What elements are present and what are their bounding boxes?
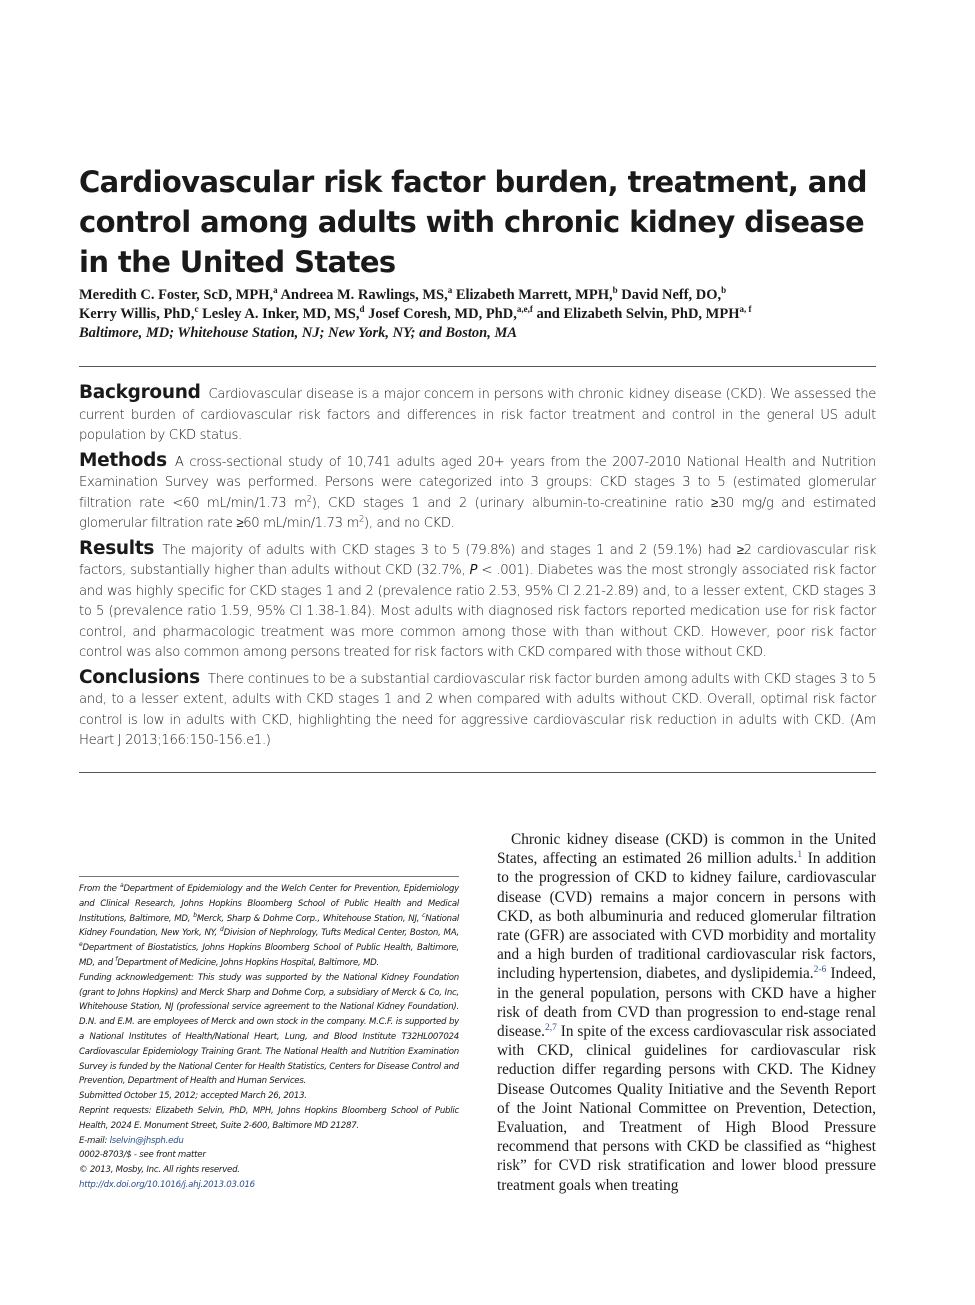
body-column [497, 830, 876, 1195]
citation-link[interactable]: 1 [797, 850, 803, 861]
copyright-line: © 2013, Mosby, Inc. All rights reserved. [79, 1165, 240, 1176]
author-affiliation-mark: b [721, 285, 727, 296]
email-line [79, 1134, 459, 1149]
affiliation-mark: e [79, 941, 83, 949]
author-name: Lesley A. Inker, MD, MS, [202, 306, 360, 322]
body-text: In addition to the progression of CKD to kidney failure, cardiovascular disease (CVD) remains a major concern in persons with CKD, as both albuminuria and reduced glomerular filtration rate (GFR) are associated with CVD morbidity and mortality and a high burden of traditional cardiovascular risk factors, including hypertension, diabetes, and dyslipidemia. [497, 850, 876, 983]
reprint-requests: Reprint requests: Elizabeth Selvin, PhD, MPH, Johns Hopkins Bloomberg School of Public Health, 2024 E. Monument Street, Suite 2-600, Baltimore MD 21287. [79, 1105, 459, 1131]
affiliation-mark: b [193, 911, 197, 919]
abstract-top-rule [79, 366, 876, 367]
affiliation-text: Department of Biostatistics, Johns Hopkins Bloomberg School of Public Health, Baltimore, MD, and [79, 943, 459, 968]
methods-text: ), CKD stages 1 and 2 (urinary albumin-to-creatinine ratio ≥30 mg/g and estimated glomerular filtration rate ≥60 mL/min/1.73 m [79, 495, 876, 531]
results-heading: Results [79, 537, 155, 559]
footnote-rule [79, 876, 459, 877]
author-name: Kerry Willis, PhD, [79, 306, 195, 322]
email-link[interactable]: lselvin@jhsph.edu [109, 1135, 184, 1146]
affiliation-mark: f [115, 956, 118, 964]
methods-text: ), and no CKD. [364, 516, 455, 531]
article-title: Cardiovascular risk factor burden, treatment, and control among adults with chronic kidney disease in the United States [79, 165, 867, 279]
abstract-results [79, 539, 876, 664]
issn-line: 0002-8703/$ - see front matter [79, 1150, 206, 1161]
submission-dates: Submitted October 15, 2012; accepted March 26, 2013. [79, 1091, 307, 1102]
author-name: David Neff, DO, [621, 287, 722, 303]
affiliation-text: Merck, Sharp & Dohme Corp., Whitehouse Station, NJ, [196, 913, 423, 924]
superscript: 2 [358, 514, 365, 525]
author-affiliation-mark: a,e,f [516, 304, 533, 315]
affiliation-text: From the [79, 884, 120, 894]
author-affiliation-mark: d [359, 304, 365, 315]
body-text: Indeed, in the general population, persons with CKD have a higher risk of death from CVD than progression to end-stage renal disease. [497, 965, 876, 1041]
author-affiliation-mark: a [447, 285, 453, 296]
abstract-background [79, 383, 876, 447]
funding-acknowledgement: Funding acknowledgement: This study was supported by the National Kidney Foundation (grant to Johns Hopkins) and Merck Sharp and Dohme Corp, a subsidiary of Merck & Co, Inc, Whitehouse Station, NJ (professional service agreement to the National Kidney Foundation). D.N. and E.M. are employees of Merck and own stock in the company. M.C.F. is supported by a National Institutes of Health/National Heart, Lung, and Blood Institute T32HL007024 Cardiovascular Epidemiology Training Grant. The National Health and Nutrition Examination Survey is funded by the National Center for Health Statistics, Centers for Disease Control and Prevention, Department of Health and Human Services. [79, 972, 459, 1087]
conclusions-text: There continues to be a substantial cardiovascular risk factor burden among adults with CKD stages 3 to 5 and, to a lesser extent, adults with CKD stages 1 and 2 when compared with adults without CKD. Overall, optimal risk factor control is low in adults with CKD, highlighting the need for aggressive cardiovascular risk reduction in adults with CKD. (Am Heart J 2013;166:150-156.e1.) [79, 671, 876, 748]
author-list [79, 286, 899, 343]
author-name: Andreea M. Rawlings, MS, [280, 287, 448, 303]
abstract-methods [79, 451, 876, 535]
author-affiliation-mark: b [612, 285, 618, 296]
results-text: The majority of adults with CKD stages 3 to 5 (79.8%) and stages 1 and 2 (59.1%) had ≥2 cardiovascular risk factors, substantially higher than adults without CKD (32.7%, [79, 542, 876, 578]
doi-link[interactable]: http://dx.doi.org/10.1016/j.ahj.2013.03.016 [79, 1179, 255, 1190]
affiliation-mark: c [422, 911, 426, 919]
email-label: E-mail: [79, 1135, 110, 1146]
citation-link[interactable]: 2-6 [813, 965, 827, 976]
author-affiliation-mark: a, f [739, 304, 752, 315]
methods-heading: Methods [79, 449, 167, 471]
body-text: In spite of the excess cardiovascular risk associated with CKD, clinical guidelines for cardiovascular risk reduction differ regarding persons with CKD. The Kidney Disease Outcomes Quality Initiative and the Seventh Report of the Joint National Committee on Prevention, Detection, Evaluation, and Treatment of High Blood Pressure recommend that persons with CKD be classified as “highest risk” for CVD risk stratification and lower blood pressure treatment goals when treating [497, 1023, 876, 1194]
body-text: Chronic kidney disease (CKD) is common in the United States, affecting an estimated 26 million adults. [497, 831, 876, 868]
abstract [79, 383, 876, 756]
background-heading: Background [79, 382, 201, 403]
author-line-2 [79, 305, 899, 324]
methods-text: A cross-sectional study of 10,741 adults aged 20+ years from the 2007-2010 National Health and Nutrition Examination Survey was performed. Persons were categorized into 3 groups: CKD stages 3 to 5 (estimated glomerular filtration rate <60 mL/min/1.73 m [79, 454, 876, 511]
abstract-bottom-rule [79, 772, 876, 773]
background-text: Cardiovascular disease is a major concern in persons with chronic kidney disease (CKD). We assessed the current burden of cardiovascular risk factors and differences in risk factor treatment and control in the general US adult population by CKD status. [79, 387, 876, 443]
abstract-conclusions [79, 668, 876, 752]
doi-line [79, 1178, 459, 1193]
conclusions-heading: Conclusions [79, 666, 200, 688]
affiliation-mark: d [220, 926, 224, 934]
p-value-symbol: P [469, 563, 478, 578]
affiliation-text: Department of Medicine, Johns Hopkins Hospital, Baltimore, MD. [117, 957, 379, 968]
author-name: and Elizabeth Selvin, PhD, MPH [536, 306, 740, 322]
author-affiliation-mark: a [273, 285, 278, 296]
author-name: Josef Coresh, MD, PhD, [368, 306, 517, 322]
citation-link[interactable]: 2,7 [545, 1022, 557, 1033]
article-footnote [79, 882, 459, 1193]
affiliation-text: Division of Nephrology, Tufts Medical Center, Boston, MA, [223, 928, 459, 939]
superscript: 2 [306, 494, 312, 505]
author-name: Meredith C. Foster, ScD, MPH, [79, 287, 274, 303]
author-affiliation-mark: c [194, 304, 199, 315]
results-text: < .001). Diabetes was the most strongly associated risk factor and was highly specific for CKD stages 1 and 2 (prevalence ratio 2.53, 95% CI 2.21-2.89) and, to a lesser extent, CKD stages 3 to 5 (prevalence ratio 1.59, 95% CI 1.38-1.84). Most adults with diagnosed risk factors reported medication use for risk factor control, and pharmacologic treatment was more common among those with than without CKD. However, poor risk factor control was also common among persons treated for risk factors with CKD compared with those without CKD. [79, 563, 876, 660]
author-locations: Baltimore, MD; Whitehouse Station, NJ; New York, NY; and Boston, MA [79, 325, 518, 341]
affiliation-mark: a [119, 882, 124, 890]
intro-paragraph [497, 830, 876, 1195]
author-name: Elizabeth Marrett, MPH, [455, 287, 613, 303]
affiliations [79, 882, 459, 971]
affiliation-text: National Kidney Foundation, New York, NY, [79, 913, 459, 939]
affiliation-text: Department of Epidemiology and the Welch Center for Prevention, Epidemiology and Clinical Research, Johns Hopkins Bloomberg School of Public Health and Medical Institutions, Baltimore, MD, [79, 884, 459, 924]
author-line-1 [79, 286, 899, 305]
